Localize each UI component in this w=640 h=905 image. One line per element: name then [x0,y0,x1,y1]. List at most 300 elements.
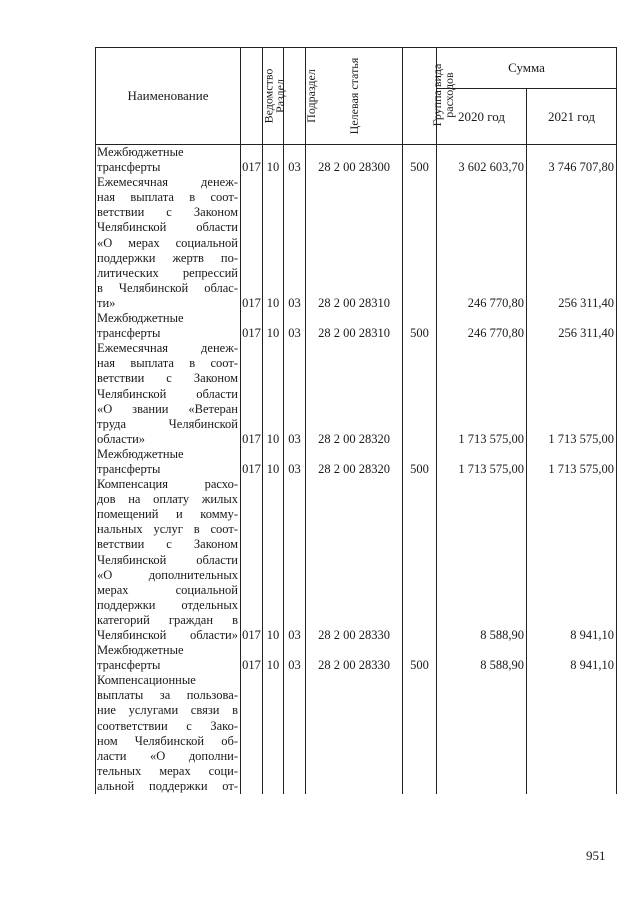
row-gruppa [403,417,437,432]
row-vedomstvo [241,779,263,794]
row-razdel [263,749,284,764]
row-vedomstvo: 017 [242,431,261,446]
row-vedomstvo [241,175,263,190]
row-podrazdel [284,553,306,568]
row-gruppa [403,613,437,628]
row-name: Межбюджетные [96,643,241,658]
row-gruppa [403,477,437,492]
row-razdel: 10 [263,296,284,311]
row-podrazdel [284,703,306,718]
row-gruppa [403,643,437,658]
row-sum-2021 [527,205,617,220]
row-podrazdel: 03 [284,628,306,643]
row-podrazdel [284,673,306,688]
row-vedomstvo [241,522,263,537]
row-sum-2020: 1 713 575,00 [437,432,527,447]
row-gruppa [403,145,437,161]
table-row [96,220,617,235]
row-razdel [263,145,284,161]
row-sum-2020 [437,507,527,522]
row-sum-2020 [437,583,527,598]
table-row [96,673,617,688]
row-sum-2021: 3 746 707,80 [527,160,617,175]
row-name: Ежемесячная денеж- [96,341,241,356]
row-vedomstvo [241,387,263,402]
row-vedomstvo: 017 [242,461,261,476]
table-row [96,477,617,492]
row-sum-2021 [527,356,617,371]
table-row [96,432,617,447]
row-vedomstvo [241,356,263,371]
row-name: Компенсационные [96,673,241,688]
table-row [96,326,617,341]
row-sum-2020: 8 588,90 [437,628,527,643]
row-podrazdel [284,190,306,205]
table-row [96,175,617,190]
row-name: выплаты за пользова- [96,688,241,703]
table-row [96,658,617,673]
row-gruppa [403,296,437,311]
row-razdel [263,356,284,371]
row-sum-2020 [437,145,527,161]
row-name: «О звании «Ветеран [96,402,241,417]
row-gruppa [403,507,437,522]
row-vedomstvo: 017 [242,326,261,341]
row-name: в Челябинской облас- [96,281,241,296]
row-sum-2020 [437,417,527,432]
row-podrazdel [284,311,306,326]
table-row [96,462,617,477]
row-gruppa [403,236,437,251]
table-row [96,296,617,311]
row-celevaya-statya [306,643,403,658]
row-razdel [263,417,284,432]
row-sum-2020 [437,371,527,386]
table-row [96,447,617,462]
row-name: ном Челябинской об- [96,734,241,749]
row-sum-2021 [527,145,617,161]
row-razdel [263,402,284,417]
row-podrazdel [284,643,306,658]
row-name: Компенсация расхо- [96,477,241,492]
row-vedomstvo [241,402,263,417]
table-row [96,251,617,266]
row-sum-2020: 1 713 575,00 [437,462,527,477]
row-name: ти» [96,296,241,311]
row-celevaya-statya [306,356,403,371]
row-razdel [263,477,284,492]
row-name: Челябинской области» [96,628,241,643]
row-name: нальных услуг в соот- [96,522,241,537]
row-sum-2020 [437,719,527,734]
row-sum-2020 [437,311,527,326]
row-podrazdel [284,492,306,507]
header-year-2021: 2021 год [527,89,617,145]
row-sum-2021: 8 941,10 [527,658,617,673]
row-vedomstvo [241,492,263,507]
row-sum-2020 [437,749,527,764]
table-row [96,236,617,251]
table-body [96,145,617,795]
row-sum-2020 [437,598,527,613]
row-vedomstvo [241,266,263,281]
table-row [96,628,617,643]
row-razdel [263,673,284,688]
row-sum-2021 [527,417,617,432]
row-celevaya-statya [306,145,403,161]
header-gruppa-vida-rashodov: Группа вида расходов [403,48,437,145]
row-name: ветствии с Законом [96,537,241,552]
row-name: ние услугами связи в [96,703,241,718]
row-sum-2021 [527,281,617,296]
row-razdel: 10 [263,658,284,673]
row-celevaya-statya [306,311,403,326]
row-razdel [263,251,284,266]
row-sum-2021 [527,719,617,734]
table-row [96,145,617,161]
row-podrazdel: 03 [284,326,306,341]
row-vedomstvo [241,568,263,583]
row-gruppa [403,703,437,718]
row-sum-2020: 8 588,90 [437,658,527,673]
row-razdel: 10 [263,628,284,643]
row-celevaya-statya [306,477,403,492]
row-celevaya-statya [306,507,403,522]
row-vedomstvo [241,477,263,492]
row-sum-2021 [527,613,617,628]
table-row [96,688,617,703]
row-gruppa [403,568,437,583]
row-gruppa [403,598,437,613]
row-celevaya-statya: 28 2 00 28330 [306,628,403,643]
row-vedomstvo [241,417,263,432]
row-sum-2021 [527,387,617,402]
table-row [96,402,617,417]
row-podrazdel [284,145,306,161]
row-sum-2021: 256 311,40 [527,326,617,341]
row-razdel [263,236,284,251]
row-name: ная выплата в соот- [96,356,241,371]
row-sum-2020 [437,673,527,688]
row-celevaya-statya [306,236,403,251]
table-row [96,764,617,779]
row-gruppa: 500 [403,326,437,341]
table-row [96,160,617,175]
row-razdel: 10 [263,160,284,175]
row-vedomstvo: 017 [242,295,261,310]
row-celevaya-statya: 28 2 00 28320 [306,432,403,447]
table-row [96,205,617,220]
row-podrazdel [284,598,306,613]
row-gruppa [403,583,437,598]
row-celevaya-statya [306,447,403,462]
row-name: Челябинской области [96,553,241,568]
row-gruppa [403,673,437,688]
header-razdel: Раздел [263,48,284,145]
row-sum-2021 [527,447,617,462]
table-row [96,266,617,281]
row-gruppa: 500 [403,160,437,175]
row-sum-2021 [527,236,617,251]
row-gruppa [403,749,437,764]
row-name: категорий граждан в [96,613,241,628]
row-razdel [263,719,284,734]
row-razdel: 10 [263,326,284,341]
row-celevaya-statya [306,341,403,356]
row-razdel [263,553,284,568]
row-razdel [263,568,284,583]
row-gruppa [403,387,437,402]
row-gruppa [403,220,437,235]
row-podrazdel [284,719,306,734]
row-celevaya-statya [306,598,403,613]
header-vedomstvo: Ведомство [241,48,263,145]
row-name: ная выплата в соот- [96,190,241,205]
row-name: ласти «О дополни- [96,749,241,764]
row-sum-2021: 1 713 575,00 [527,432,617,447]
row-celevaya-statya [306,281,403,296]
row-sum-2021 [527,402,617,417]
row-name: «О дополнительных [96,568,241,583]
row-podrazdel: 03 [284,160,306,175]
row-gruppa [403,371,437,386]
row-podrazdel: 03 [284,658,306,673]
row-sum-2021 [527,266,617,281]
row-sum-2021 [527,477,617,492]
row-celevaya-statya [306,688,403,703]
row-sum-2020 [437,220,527,235]
row-sum-2020 [437,175,527,190]
row-vedomstvo [241,205,263,220]
row-name: Межбюджетные [96,311,241,326]
row-sum-2020 [437,703,527,718]
row-sum-2021 [527,598,617,613]
row-name: ветствии с Законом [96,371,241,386]
table-row [96,643,617,658]
row-gruppa: 500 [403,462,437,477]
row-vedomstvo [241,236,263,251]
row-gruppa [403,537,437,552]
row-sum-2020 [437,356,527,371]
row-sum-2020 [437,688,527,703]
row-celevaya-statya [306,673,403,688]
row-podrazdel [284,175,306,190]
row-celevaya-statya [306,703,403,718]
row-sum-2021 [527,583,617,598]
row-sum-2020: 3 602 603,70 [437,160,527,175]
row-name: дов на оплату жилых [96,492,241,507]
row-celevaya-statya [306,583,403,598]
row-celevaya-statya: 28 2 00 28300 [306,160,403,175]
header-summa: Сумма [437,48,617,89]
row-name: «О мерах социальной [96,236,241,251]
row-name: тельных мерах соци- [96,764,241,779]
row-razdel [263,688,284,703]
row-gruppa [403,628,437,643]
row-celevaya-statya [306,613,403,628]
row-sum-2020 [437,266,527,281]
row-name: Ежемесячная денеж- [96,175,241,190]
row-sum-2021 [527,251,617,266]
row-vedomstvo [241,734,263,749]
row-podrazdel [284,341,306,356]
row-sum-2020 [437,764,527,779]
row-podrazdel [284,764,306,779]
row-celevaya-statya [306,387,403,402]
row-vedomstvo [241,251,263,266]
row-vedomstvo [241,703,263,718]
row-sum-2021 [527,764,617,779]
row-gruppa [403,281,437,296]
row-name: мерах социальной [96,583,241,598]
row-vedomstvo [241,220,263,235]
table-row [96,356,617,371]
table-row [96,507,617,522]
table-row [96,703,617,718]
row-sum-2021 [527,568,617,583]
row-sum-2021 [527,688,617,703]
row-vedomstvo [241,371,263,386]
table-row [96,734,617,749]
row-sum-2020 [437,537,527,552]
row-celevaya-statya [306,537,403,552]
row-podrazdel: 03 [284,432,306,447]
row-gruppa [403,356,437,371]
table-row [96,613,617,628]
row-podrazdel [284,537,306,552]
row-sum-2020 [437,387,527,402]
row-podrazdel [284,205,306,220]
row-gruppa: 500 [403,658,437,673]
row-name: трансферты [96,160,241,175]
row-vedomstvo [241,583,263,598]
row-razdel [263,311,284,326]
row-sum-2021 [527,734,617,749]
row-sum-2020 [437,447,527,462]
row-celevaya-statya [306,568,403,583]
row-sum-2021 [527,673,617,688]
row-name: помещений и комму- [96,507,241,522]
row-vedomstvo [241,190,263,205]
header-name: Наименование [96,48,241,145]
row-podrazdel [284,251,306,266]
row-vedomstvo [241,673,263,688]
row-vedomstvo [241,553,263,568]
row-sum-2020 [437,522,527,537]
row-name: ветствии с Законом [96,205,241,220]
row-sum-2020 [437,643,527,658]
row-razdel [263,220,284,235]
row-razdel [263,613,284,628]
header-podrazdel: Подраздел [284,48,306,145]
table-row [96,281,617,296]
table-row [96,553,617,568]
row-sum-2021 [527,703,617,718]
row-celevaya-statya [306,251,403,266]
row-podrazdel [284,220,306,235]
table-row [96,371,617,386]
row-razdel [263,190,284,205]
row-vedomstvo: 017 [242,160,261,175]
row-vedomstvo [241,719,263,734]
row-vedomstvo: 017 [242,628,261,642]
table-row [96,417,617,432]
row-podrazdel [284,447,306,462]
row-gruppa [403,266,437,281]
table-row [96,583,617,598]
row-sum-2021 [527,341,617,356]
row-podrazdel [284,266,306,281]
row-gruppa [403,311,437,326]
row-celevaya-statya: 28 2 00 28310 [306,326,403,341]
row-name: поддержки жертв по- [96,251,241,266]
row-vedomstvo [241,447,263,462]
row-name: Челябинской области [96,220,241,235]
row-sum-2021 [527,553,617,568]
row-razdel: 10 [263,432,284,447]
row-razdel [263,507,284,522]
row-gruppa [403,175,437,190]
row-celevaya-statya [306,190,403,205]
row-razdel [263,522,284,537]
row-razdel [263,341,284,356]
row-podrazdel [284,568,306,583]
row-vedomstvo [241,749,263,764]
row-gruppa [403,719,437,734]
row-vedomstvo [241,613,263,628]
row-gruppa [403,734,437,749]
row-celevaya-statya: 28 2 00 28310 [306,296,403,311]
row-sum-2020 [437,734,527,749]
row-razdel: 10 [263,462,284,477]
row-vedomstvo [241,537,263,552]
row-name: Межбюджетные [96,145,241,161]
row-celevaya-statya [306,175,403,190]
row-sum-2021 [527,779,617,794]
row-sum-2021 [527,537,617,552]
table-row [96,719,617,734]
row-razdel [263,764,284,779]
row-razdel [263,643,284,658]
table-row [96,492,617,507]
row-gruppa [403,251,437,266]
row-gruppa [403,522,437,537]
row-vedomstvo [241,341,263,356]
row-podrazdel [284,417,306,432]
row-celevaya-statya: 28 2 00 28330 [306,658,403,673]
row-vedomstvo [241,311,263,326]
row-sum-2020 [437,341,527,356]
row-gruppa [403,764,437,779]
row-sum-2020 [437,402,527,417]
row-razdel [263,371,284,386]
row-razdel [263,583,284,598]
row-podrazdel [284,688,306,703]
row-razdel [263,447,284,462]
row-podrazdel [284,507,306,522]
row-podrazdel [284,522,306,537]
row-gruppa [403,447,437,462]
row-sum-2021 [527,220,617,235]
row-podrazdel: 03 [284,462,306,477]
row-sum-2021 [527,522,617,537]
row-celevaya-statya [306,749,403,764]
row-razdel [263,598,284,613]
row-sum-2020: 246 770,80 [437,296,527,311]
row-celevaya-statya [306,266,403,281]
row-name: области» [96,432,241,447]
row-razdel [263,492,284,507]
